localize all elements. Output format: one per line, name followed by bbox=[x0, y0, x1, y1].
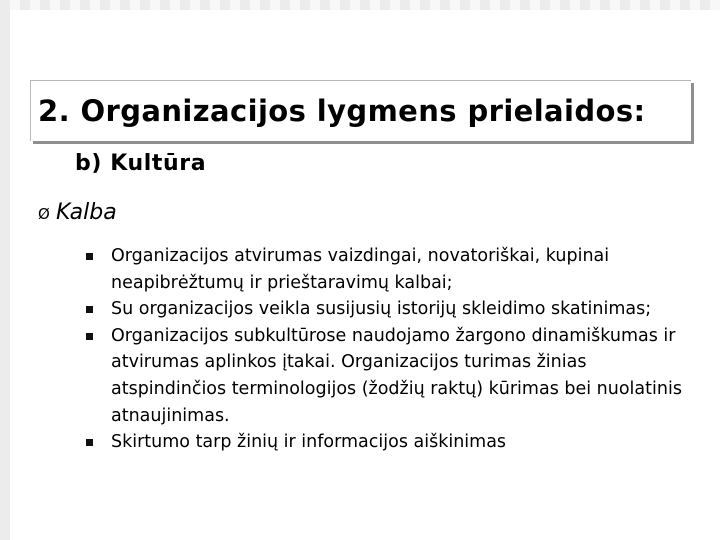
level1-item bbox=[38, 200, 117, 225]
list-item-text: Skirtumo tarp žinių ir informacijos aiškinimas bbox=[111, 432, 507, 453]
level1-label: Kalba bbox=[56, 200, 117, 225]
list-item-text: Organizacijos subkultūrose naudojamo žargono dinamiškumas ir atvirumas aplinkos įtakai. Organizacijos turimas žinias atspindinčios terminologijos (žodžių raktų) kūrimas bei nuolatinis atnaujinimas. bbox=[111, 325, 682, 426]
list-item-text: Su organizacijos veikla susijusių istorijų skleidimo skatinimas; bbox=[111, 299, 652, 320]
slide-subtitle: b) Kultūra bbox=[75, 151, 207, 176]
list-item bbox=[86, 323, 696, 429]
slide-title: 2. Organizacijos lygmens prielaidos: bbox=[38, 94, 646, 128]
square-bullet-icon bbox=[86, 333, 93, 340]
square-bullet-icon bbox=[86, 306, 93, 313]
list-item bbox=[86, 429, 696, 456]
list-item bbox=[86, 296, 696, 323]
bullet-list bbox=[86, 243, 696, 456]
list-item bbox=[86, 243, 696, 296]
square-bullet-icon bbox=[86, 253, 93, 260]
square-bullet-icon bbox=[86, 439, 93, 446]
arrow-bullet-icon: Ø bbox=[38, 205, 50, 223]
list-item-text: Organizacijos atvirumas vaizdingai, novatoriškai, kupinai neapibrėžtumų ir prieštaravimų kalbai; bbox=[111, 246, 610, 293]
